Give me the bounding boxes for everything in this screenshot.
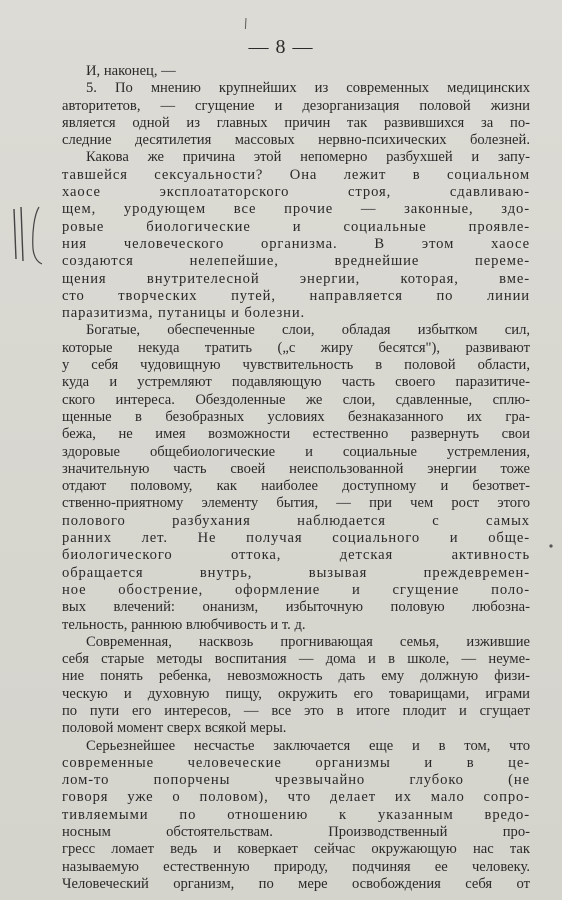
text-line: вых влечений: онанизм, избыточную половую любознa- (62, 599, 530, 616)
text-line: щем, уродующем все прочие — законные, здо- (62, 201, 530, 218)
text-line: тавшейся сексуальности? Она лежит в социальном (62, 166, 530, 183)
text-line: лом-то попорчены чрезвычайно глубоко (не (62, 772, 530, 789)
text-line: щения внутрителесной энергии, которая, вме- (62, 270, 530, 287)
text-line: отдают половому, как наиболее доступному и безответ- (62, 478, 530, 495)
text-line: хаосе эксплоататорского строя, сдавливаю- (62, 184, 530, 201)
text-line: Какова же причина этой непомерно разбухшей и запу- (86, 149, 530, 166)
text-line: ное обострение, оформление и сгущение поло- (62, 581, 530, 598)
text-line: ранних лет. Не получая социального и обще- (62, 530, 530, 547)
text-line: является одной из главных причин так развившихся за по- (62, 114, 530, 131)
text-line: ние понять ребенка, невозможность дать ему должную физи- (62, 668, 530, 685)
text-line: куда и устремляют подавляющую часть своего паразитиче- (62, 374, 530, 391)
text-line: ственно-приятному элементу бытия, — при чем рост этого (62, 495, 530, 512)
text-line: щенные в безобразных условиях безнаказанного их гра- (62, 408, 530, 425)
text-line: гресс ломает ведь и коверкает сейчас окружающую нас так (62, 841, 530, 858)
text-line: И, наконец, — (86, 63, 176, 79)
page-number: — 8 — (248, 36, 314, 58)
text-line: называемую естественную природу, подчиняя ее человеку. (62, 858, 530, 875)
text-line: сто творческих путей, направляется по линии (62, 287, 530, 304)
text-line: ческую и духовную пищу, окружить его товарищами, играми (62, 685, 530, 702)
text-line: Человеческий организм, по мере освобождения себя от (62, 875, 530, 892)
text-line: авторитетов, — сгущение и дезорганизация половой жизни (62, 97, 530, 114)
text-line: полового разбухания наблюдается с самых (62, 512, 530, 529)
text-line: ского интереса. Обездоленные же слои, сдавленные, сплю- (62, 391, 530, 408)
text-line: у себя чудовищную чувствительность в половой области, (62, 357, 530, 374)
text-line: которые некуда тратить („с жиру бесятся"), развивают (62, 339, 530, 356)
margin-dot-mark (548, 543, 554, 549)
text-line: половой момент сверх всякой меры. (62, 720, 287, 737)
text-line: Богатые, обеспеченные слои, обладая избытком сил, (86, 322, 530, 339)
text-line: говоря уже о половом), что делает их мало сопро- (62, 789, 530, 806)
text-line: ния человеческого организма. В этом хаосе (62, 235, 530, 252)
text-line: создаются нелепейшие, вреднейшие переме- (62, 253, 530, 270)
text-line: обращается внутрь, вызывая преждевремен- (62, 564, 530, 581)
body-text (62, 63, 530, 893)
text-line: следние десятилетия массовых нервно-психических болезней. (62, 132, 530, 149)
text-line: паразитизма, путаницы и болезни. (62, 305, 306, 322)
text-line: по пути его интересов, — все это в итоге плодит и сгущает (62, 702, 530, 719)
text-line: ровые биологические и социальные проявле- (62, 218, 530, 235)
text-line: биологического оттока, детская активность (62, 547, 530, 564)
text-line: тельность, раннюю влюбчивость и т. д. (62, 616, 306, 633)
text-line: Современная, насквозь прогнивающая семья, изжившие (86, 633, 530, 650)
text-line: здоровые общебиологические и социальные устремления, (62, 443, 530, 460)
text-line: 5. По мнению крупнейших из современных медицинских (86, 80, 530, 97)
text-line: носным обстоятельствам. Производственный про- (62, 824, 530, 841)
text-line: тивляемыми по отношению к указанным вредо- (62, 806, 530, 823)
pencil-tick-mark (243, 17, 249, 31)
text-line: значительную часть своей неиспользованной энергии тоже (62, 460, 530, 477)
text-line: бежа, не имея возможности естественно развернуть свои (62, 426, 530, 443)
text-line: Серьезнейшее несчастье заключается еще и в том, что (86, 737, 530, 754)
text-line: современные человеческие организмы и в це- (62, 754, 530, 771)
margin-pencil-mark (6, 205, 46, 265)
text-line: себя старые методы воспитания — дома и в школе, — неуме- (62, 651, 530, 668)
